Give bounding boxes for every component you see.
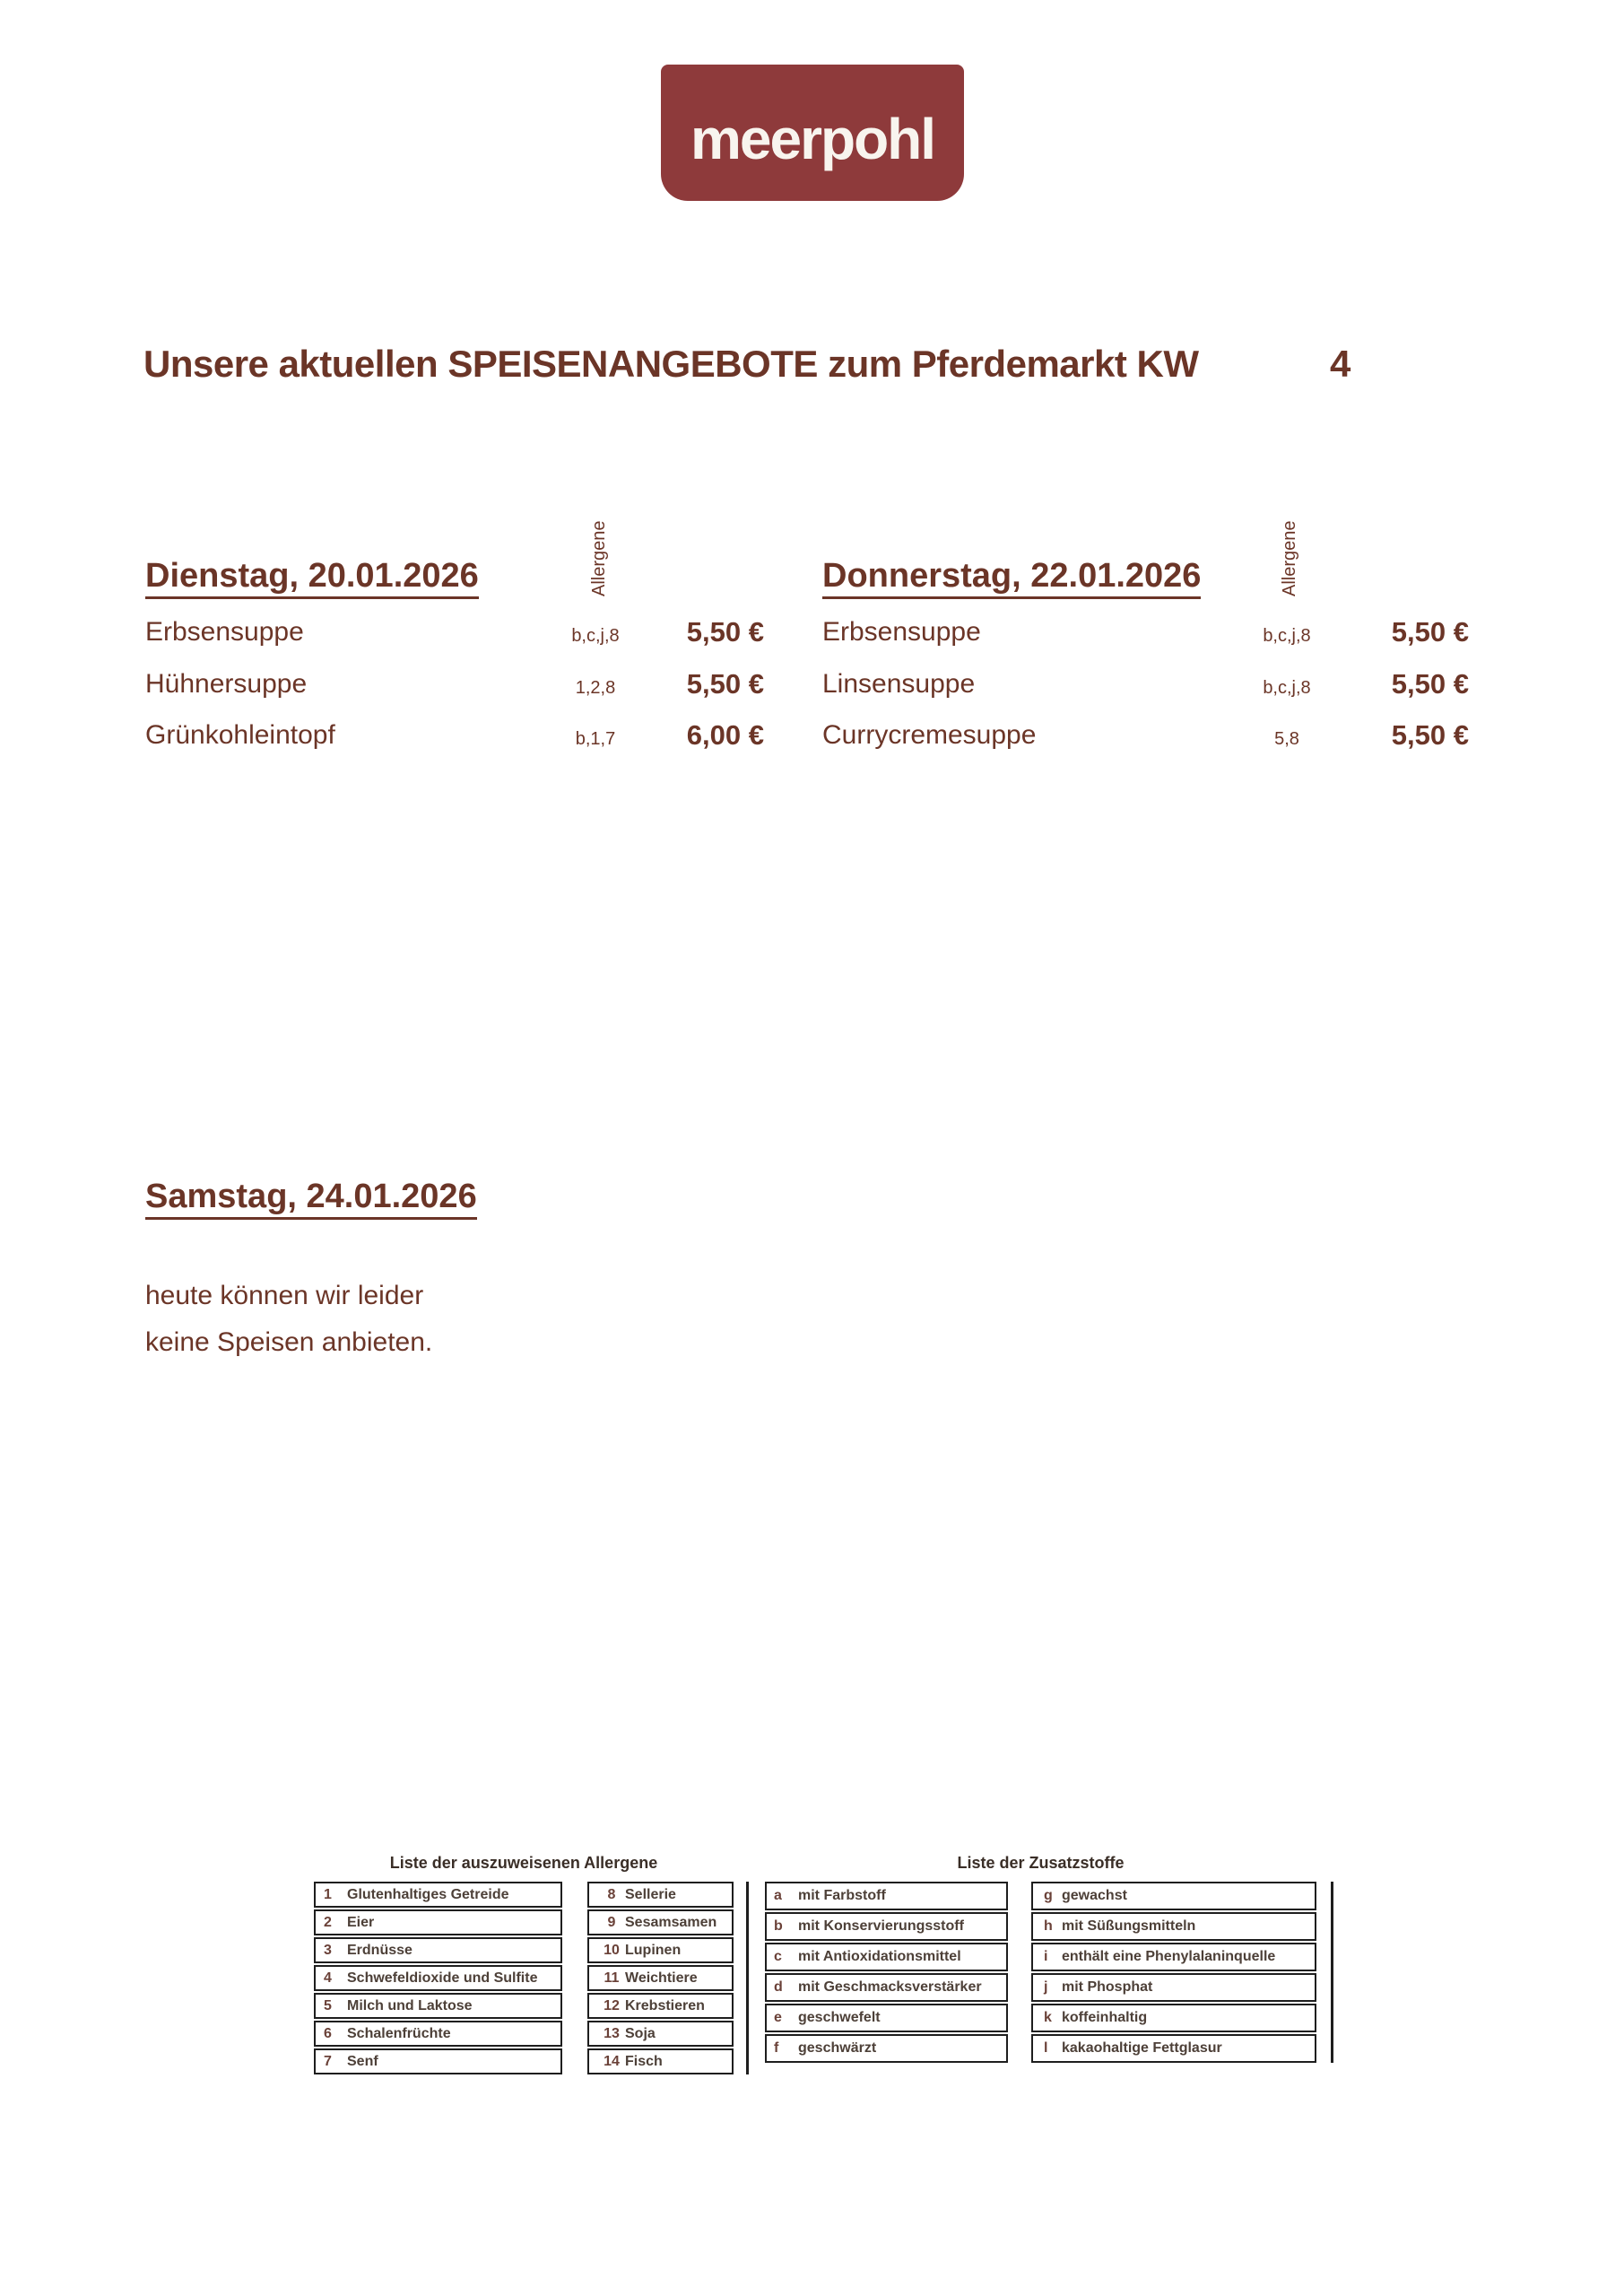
additive-label: mit Farbstoff bbox=[798, 1889, 886, 1903]
allergen-num: 2 bbox=[324, 1914, 332, 1930]
menu-item-name: Currycremesuppe bbox=[822, 720, 1037, 750]
allergen-row bbox=[314, 1965, 562, 1991]
allergen-num: 11 bbox=[604, 1970, 620, 1986]
allergen-num: 10 bbox=[604, 1942, 620, 1958]
day-header-samstag: Samstag, 24.01.2026 bbox=[145, 1179, 477, 1220]
allergen-num: 7 bbox=[324, 2053, 332, 2069]
allergen-row bbox=[314, 2048, 562, 2074]
additive-row bbox=[1031, 2034, 1316, 2063]
meerpohl-logo bbox=[661, 65, 964, 201]
allergen-num: 8 bbox=[607, 1886, 616, 1902]
additive-code: d bbox=[774, 1979, 783, 1995]
allergen-label: Senf bbox=[347, 2054, 378, 2069]
additive-code: e bbox=[774, 2010, 782, 2025]
additive-code: h bbox=[1044, 1918, 1053, 1934]
allergen-label: Erdnüsse bbox=[347, 1943, 413, 1958]
allergen-label: Lupinen bbox=[625, 1943, 682, 1958]
logo-wordmark: meerpohl bbox=[690, 107, 935, 171]
additive-code: j bbox=[1044, 1979, 1048, 1995]
allergen-row bbox=[587, 2048, 734, 2074]
additive-label: mit Phosphat bbox=[1062, 1980, 1153, 1995]
menu-item-name: Erbsensuppe bbox=[145, 617, 304, 647]
menu-item-allergens: 5,8 bbox=[1274, 729, 1299, 749]
menu-item-price: 5,50 € bbox=[686, 616, 764, 648]
additive-row bbox=[765, 2004, 1008, 2032]
additive-code: l bbox=[1044, 2040, 1048, 2056]
menu-item-name: Erbsensuppe bbox=[822, 617, 981, 647]
menu-item-name: Hühnersuppe bbox=[145, 669, 308, 699]
week-number: 4 bbox=[1330, 343, 1351, 385]
page-title: Unsere aktuellen SPEISENANGEBOTE zum Pferdemarkt KW bbox=[143, 343, 1199, 385]
additive-code: k bbox=[1044, 2010, 1052, 2025]
additive-label: kakaohaltige Fettglasur bbox=[1062, 2041, 1222, 2056]
menu-item-price: 6,00 € bbox=[686, 719, 764, 751]
allergen-label: Schalenfrüchte bbox=[347, 2026, 451, 2041]
allergen-label: Sellerie bbox=[625, 1887, 676, 1902]
allergen-label: Sesamsamen bbox=[625, 1915, 717, 1930]
additives-list-title: Liste der Zusatzstoffe bbox=[957, 1854, 1125, 1872]
menu-item-allergens: b,1,7 bbox=[575, 729, 616, 749]
allergen-num: 14 bbox=[604, 2053, 620, 2069]
additive-label: mit Geschmacksverstärker bbox=[798, 1980, 982, 1995]
allergen-num: 13 bbox=[604, 2025, 620, 2041]
day-header-dienstag: Dienstag, 20.01.2026 bbox=[145, 559, 479, 599]
allergen-list-title: Liste der auszuweisenen Allergene bbox=[389, 1854, 658, 1872]
menu-item-price: 5,50 € bbox=[1391, 616, 1469, 648]
additive-row bbox=[1031, 1882, 1316, 1910]
menu-item-price: 5,50 € bbox=[686, 668, 764, 700]
additive-row bbox=[765, 1973, 1008, 2002]
allergen-row bbox=[587, 1965, 734, 1991]
allergen-table-col1 bbox=[314, 1882, 562, 2076]
menu-item-allergens: 1,2,8 bbox=[575, 678, 616, 698]
closed-message-line: heute können wir leider bbox=[145, 1281, 424, 1310]
allergen-row bbox=[587, 2021, 734, 2047]
allergen-row bbox=[587, 1882, 734, 1908]
allergen-row bbox=[314, 2021, 562, 2047]
allergen-num: 1 bbox=[324, 1886, 332, 1902]
additive-row bbox=[1031, 1943, 1316, 1971]
allergen-label: Weichtiere bbox=[625, 1970, 698, 1986]
allergen-label: Eier bbox=[347, 1915, 375, 1930]
additive-row bbox=[1031, 1973, 1316, 2002]
allergen-label: Soja bbox=[625, 2026, 656, 2041]
allergen-num: 12 bbox=[604, 1997, 620, 2013]
additive-label: geschwärzt bbox=[798, 2041, 877, 2056]
additive-label: koffeinhaltig bbox=[1062, 2011, 1148, 2025]
closed-message-line: keine Speisen anbieten. bbox=[145, 1327, 433, 1357]
menu-item-name: Grünkohleintopf bbox=[145, 720, 335, 750]
additive-row bbox=[765, 1882, 1008, 1910]
allergen-label: Glutenhaltiges Getreide bbox=[347, 1887, 509, 1902]
additives-table-col1 bbox=[765, 1882, 1008, 2065]
allergen-table-col2 bbox=[587, 1882, 734, 2076]
allergen-label: Krebstieren bbox=[625, 1998, 705, 2013]
additive-row bbox=[1031, 1912, 1316, 1941]
additive-label: mit Konservierungsstoff bbox=[798, 1919, 964, 1934]
allergen-row bbox=[314, 1937, 562, 1963]
allergen-row bbox=[587, 1993, 734, 2019]
additive-code: f bbox=[774, 2040, 779, 2056]
allergen-label: Schwefeldioxide und Sulfite bbox=[347, 1970, 538, 1986]
allergen-row bbox=[314, 1909, 562, 1935]
allergen-num: 6 bbox=[324, 2025, 332, 2041]
legend-frame-line bbox=[1331, 1882, 1333, 2063]
allergen-num: 4 bbox=[324, 1970, 332, 1986]
additive-label: gewachst bbox=[1062, 1889, 1127, 1903]
allergen-row bbox=[587, 1937, 734, 1963]
additive-row bbox=[765, 1912, 1008, 1941]
allergen-column-label-right: Allergene bbox=[1280, 520, 1299, 596]
additives-table-col2 bbox=[1031, 1882, 1316, 2065]
additive-label: geschwefelt bbox=[798, 2011, 881, 2025]
additive-code: g bbox=[1044, 1888, 1053, 1903]
menu-item-price: 5,50 € bbox=[1391, 668, 1469, 700]
legend-frame-line bbox=[746, 1882, 749, 2074]
allergen-label: Fisch bbox=[625, 2054, 663, 2069]
allergen-column-label-left: Allergene bbox=[589, 520, 609, 596]
additive-row bbox=[1031, 2004, 1316, 2032]
additive-code: a bbox=[774, 1888, 782, 1903]
additive-code: b bbox=[774, 1918, 783, 1934]
menu-item-allergens: b,c,j,8 bbox=[1263, 678, 1311, 698]
additive-code: i bbox=[1044, 1949, 1048, 1964]
additive-label: enthält eine Phenylalaninquelle bbox=[1062, 1950, 1276, 1964]
menu-item-allergens: b,c,j,8 bbox=[571, 626, 620, 646]
menu-item-name: Linsensuppe bbox=[822, 669, 976, 699]
allergen-num: 9 bbox=[607, 1914, 616, 1930]
allergen-label: Milch und Laktose bbox=[347, 1998, 473, 2013]
additive-label: mit Antioxidationsmittel bbox=[798, 1950, 961, 1964]
additive-row bbox=[765, 1943, 1008, 1971]
additive-label: mit Süßungsmitteln bbox=[1062, 1919, 1196, 1934]
menu-item-price: 5,50 € bbox=[1391, 719, 1469, 751]
allergen-num: 5 bbox=[324, 1997, 332, 2013]
additive-code: c bbox=[774, 1949, 782, 1964]
allergen-row bbox=[314, 1993, 562, 2019]
allergen-row bbox=[587, 1909, 734, 1935]
allergen-row bbox=[314, 1882, 562, 1908]
day-header-donnerstag: Donnerstag, 22.01.2026 bbox=[822, 559, 1201, 599]
additive-row bbox=[765, 2034, 1008, 2063]
allergen-num: 3 bbox=[324, 1942, 332, 1958]
menu-item-allergens: b,c,j,8 bbox=[1263, 626, 1311, 646]
